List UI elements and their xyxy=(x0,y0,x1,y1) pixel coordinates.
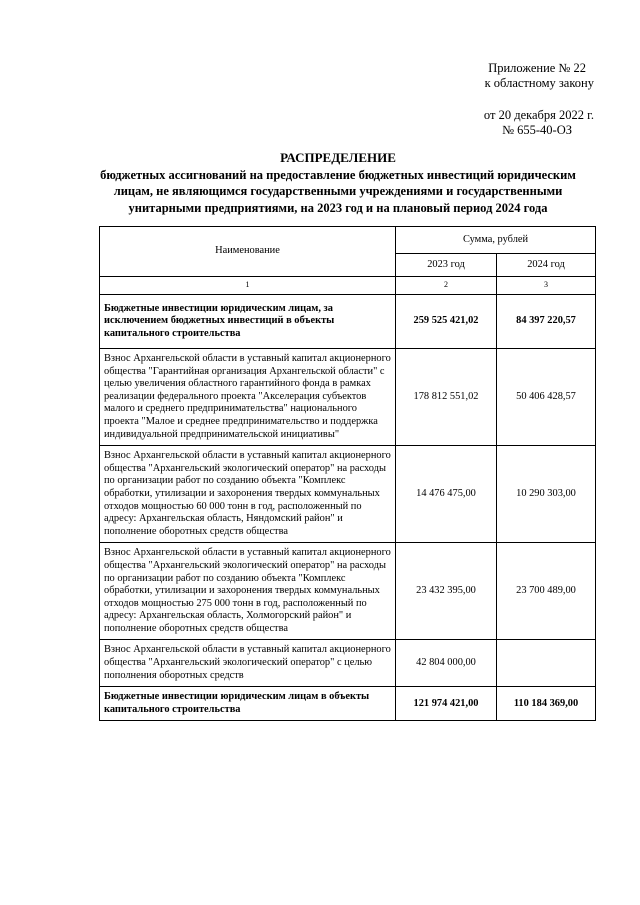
appendix-header xyxy=(484,61,594,138)
col-number-1: 1 xyxy=(100,277,396,295)
col-header-2023: 2023 год xyxy=(396,254,497,277)
row-value-2024: 50 406 428,57 xyxy=(497,349,596,446)
row-value-2023: 23 432 395,00 xyxy=(396,543,497,640)
col-header-2024: 2024 год xyxy=(497,254,596,277)
title-line-2: лицам, не являющимся государственными учреждениями и государственными xyxy=(113,184,563,198)
row-value-2023: 178 812 551,02 xyxy=(396,349,497,446)
document-title xyxy=(60,150,616,216)
row-name: Бюджетные инвестиции юридическим лицам в объекты капитального строительства xyxy=(100,687,396,721)
table-row xyxy=(100,543,596,640)
col-header-name: Наименование xyxy=(100,227,396,277)
table-row xyxy=(100,295,596,349)
title-line-3: унитарными предприятиями, на 2023 год и на плановый период 2024 года xyxy=(128,200,548,215)
row-value-2023: 259 525 421,02 xyxy=(396,295,497,349)
col-number-2: 2 xyxy=(396,277,497,295)
law-number: № 655-40-ОЗ xyxy=(502,123,572,137)
col-number-3: 3 xyxy=(497,277,596,295)
row-name: Взнос Архангельской области в уставный капитал акционерного общества "Гарантийная организация Архангельской области" с целью увеличения областного гарантийного фонда в рамках реализации федерального проекта "Акселерация субъектов малого и среднего предпринимательства" национального проекта "Малое и среднее предпринимательство и поддержка индивидуальной предпринимательской инициативы" xyxy=(100,349,396,446)
row-value-2024 xyxy=(497,640,596,687)
table-row xyxy=(100,640,596,687)
row-name: Взнос Архангельской области в уставный капитал акционерного общества "Архангельский экологический оператор" на расходы по организации работ по созданию объекта "Комплекс обработки, утилизации и захоронения твердых коммунальных отходов мощностью 275 000 тонн в год, расположенный по адресу: Архангельская область, Холмогорский район" и пополнение оборотных средств общества xyxy=(100,543,396,640)
col-header-sum: Сумма, рублей xyxy=(396,227,596,254)
row-value-2024: 84 397 220,57 xyxy=(497,295,596,349)
appendix-law: к областному закону xyxy=(484,76,594,90)
row-name: Взнос Архангельской области в уставный капитал акционерного общества "Архангельский экологический оператор" на расходы по организации работ по созданию объекта "Комплекс обработки, утилизации и захоронения твердых коммунальных отходов мощностью 60 000 тонн в год, расположенный по адресу: Архангельская область, Няндомский район" и пополнение оборотных средств общества xyxy=(100,446,396,543)
row-name: Взнос Архангельской области в уставный капитал акционерного общества "Архангельский экологический оператор" с целью пополнения оборотных средств xyxy=(100,640,396,687)
row-name: Бюджетные инвестиции юридическим лицам, за исключением бюджетных инвестиций в объекты капитального строительства xyxy=(100,295,396,349)
row-value-2023: 42 804 000,00 xyxy=(396,640,497,687)
table-row xyxy=(100,349,596,446)
row-value-2024: 23 700 489,00 xyxy=(497,543,596,640)
law-date: от 20 декабря 2022 г. xyxy=(483,108,594,122)
row-value-2023: 121 974 421,00 xyxy=(396,687,497,721)
row-value-2023: 14 476 475,00 xyxy=(396,446,497,543)
table-row xyxy=(100,687,596,721)
row-value-2024: 110 184 369,00 xyxy=(497,687,596,721)
allocation-table xyxy=(99,226,596,721)
row-value-2024: 10 290 303,00 xyxy=(497,446,596,543)
table-row xyxy=(100,446,596,543)
appendix-number: Приложение № 22 xyxy=(488,61,586,75)
title-main: РАСПРЕДЕЛЕНИЕ xyxy=(280,150,396,165)
title-line-1: бюджетных ассигнований на предоставление бюджетных инвестиций юридическим xyxy=(100,167,576,182)
